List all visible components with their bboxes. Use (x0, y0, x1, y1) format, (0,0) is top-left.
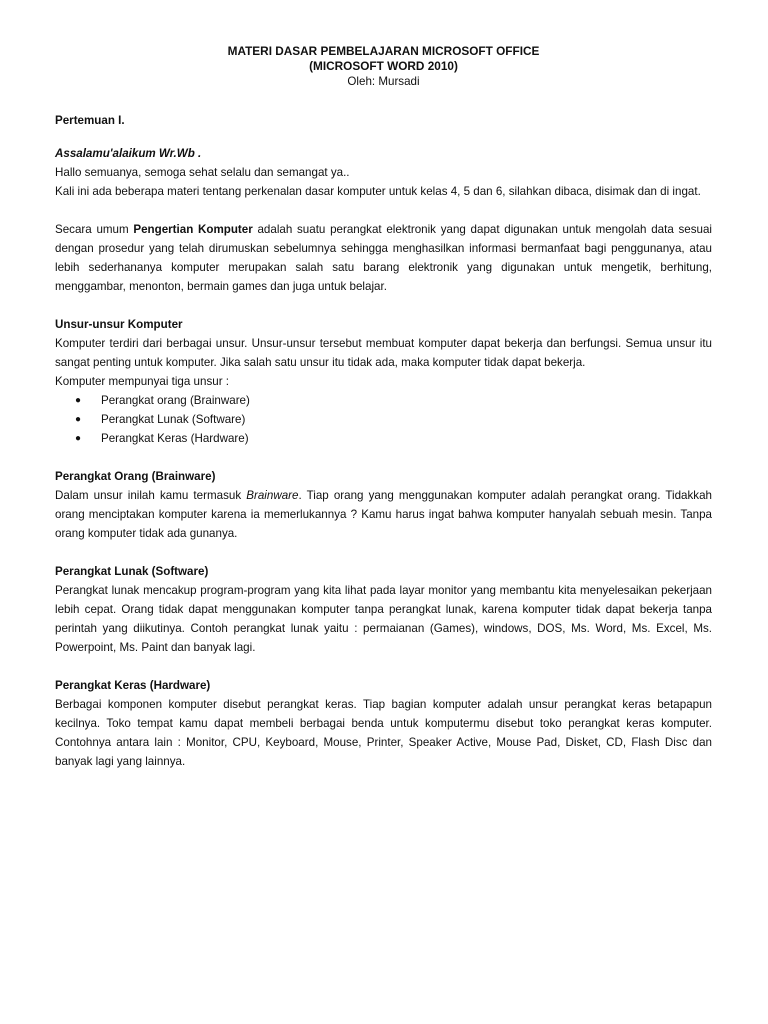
unsur-list (55, 391, 712, 448)
definition-post: adalah suatu perangkat elektronik yang dapat digunakan untuk mengolah data sesuai dengan prosedur yang telah dirumuskan sebelumnya sehingga menghasilkan informasi bermanfaat bagi penggunanya, atau lebih sederhananya komputer merupakan salah satu barang elektronik yang digunakan untuk mengetik, berhitung, menggambar, menonton, bermain games dan juga untuk belajar. (55, 223, 712, 293)
brainware-post: . Tiap orang yang menggunakan komputer adalah perangkat orang. Tidakkah orang menciptakan komputer karena ia memerlukannya ? Kamu harus ingat bahwa komputer hanyalah sebuah mesin. Tanpa orang komputer tidak ada gunanya. (55, 489, 712, 540)
definition-term: Pengertian Komputer (133, 223, 253, 236)
section-heading: Perangkat Lunak (Software) (55, 565, 209, 578)
bullet-icon: ● (75, 414, 82, 425)
intro-line-1: Hallo semuanya, semoga sehat selalu dan semangat ya.. (55, 166, 350, 179)
section-paragraph (55, 486, 712, 543)
section-heading: Perangkat Keras (Hardware) (55, 679, 211, 692)
document-title-line2: (MICROSOFT WORD 2010) (309, 59, 458, 73)
list-lead: Komputer mempunyai tiga unsur : (55, 375, 229, 388)
document-author: Oleh: Mursadi (347, 75, 420, 88)
section-software (55, 562, 712, 657)
section-unsur (55, 315, 712, 448)
section-paragraph: Komputer terdiri dari berbagai unsur. Unsur-unsur tersebut membuat komputer dapat bekerja dan berfungsi. Semua unsur itu sangat penting untuk komputer. Jika salah satu unsur itu tidak ada, maka komputer tidak dapat bekerja. (55, 337, 712, 369)
section-paragraph: Berbagai komponen komputer disebut perangkat keras. Tiap bagian komputer adalah unsur perangkat keras betapapun kecilnya. Toko tempat kamu dapat membeli berbagai benda untuk komputermu disebut toko perangkat keras komputer. Contohnya antara lain : Monitor, CPU, Keyboard, Mouse, Printer, Speaker Active, Mouse Pad, Disket, CD, Flash Disc dan banyak lagi yang lainnya. (55, 698, 712, 768)
section-paragraph: Perangkat lunak mencakup program-program yang kita lihat pada layar monitor yang membantu kita menyelesaikan pekerjaan lebih cepat. Orang tidak dapat menggunakan komputer tanpa perangkat lunak, karena komputer tidak dapat bekerja tanpa perintah yang diikutinya. Contoh perangkat lunak yaitu : permaianan (Games), windows, DOS, Ms. Word, Ms. Excel, Ms. Powerpoint, Ms. Paint dan banyak lagi. (55, 584, 712, 654)
section-brainware (55, 467, 712, 543)
list-item (55, 391, 712, 410)
intro-line-2: Kali ini ada beberapa materi tentang perkenalan dasar komputer untuk kelas 4, 5 dan 6, silahkan dibaca, disimak dan di ingat. (55, 185, 701, 198)
list-item-text: Perangkat Lunak (Software) (101, 413, 246, 426)
document-header (55, 44, 712, 89)
section-heading: Perangkat Orang (Brainware) (55, 470, 216, 483)
section-hardware (55, 676, 712, 771)
brainware-term: Brainware (246, 489, 299, 502)
brainware-pre: Dalam unsur inilah kamu termasuk (55, 489, 247, 502)
list-item-text: Perangkat Keras (Hardware) (101, 432, 249, 445)
section-heading: Unsur-unsur Komputer (55, 318, 183, 331)
definition-pre: Secara umum (55, 223, 134, 236)
greeting: Assalamu'alaikum Wr.Wb . (55, 147, 202, 160)
bullet-icon: ● (75, 395, 82, 406)
list-item-text: Perangkat orang (Brainware) (101, 394, 250, 407)
list-item (55, 429, 712, 448)
bullet-icon: ● (75, 433, 82, 444)
meeting-label: Pertemuan I. (55, 114, 125, 127)
document-title-line1: MATERI DASAR PEMBELAJARAN MICROSOFT OFFICE (227, 44, 540, 58)
definition-paragraph (55, 220, 712, 296)
list-item (55, 410, 712, 429)
